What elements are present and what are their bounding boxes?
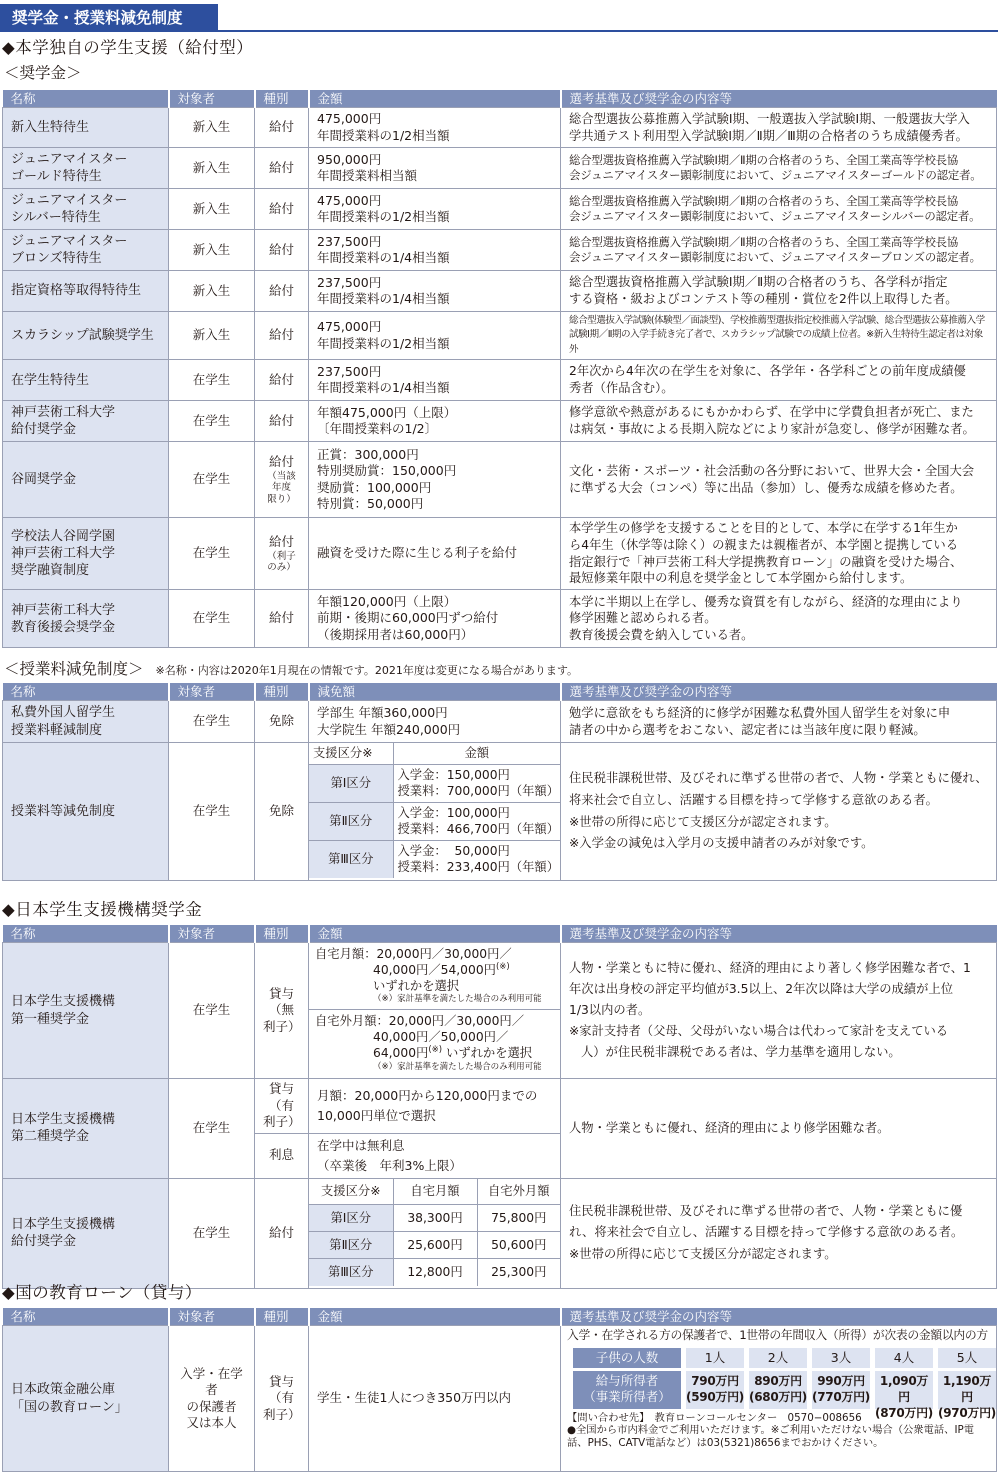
col-header-type: 種別 [255,1308,309,1326]
monthly-amount-table [309,943,560,1077]
benefit-tier-table [309,1179,560,1286]
tuition-reduction-table [2,683,997,881]
amount-cell: 237,500円 年間授業料の1/4相当額 [309,271,561,312]
scholarship-name: 日本政策金融公庫 「国の教育ローン」 [3,1326,169,1472]
target-cell: 在学生 [169,701,255,743]
banner-title: 奨学金・授業料減免制度 [0,4,218,32]
criteria-cell: 2年次から4年次の在学生を対象に、各学年・各学科ごとの前年度成績優 秀者（作品含む）。 [561,360,997,401]
type-cell: 貸与 （無利子） [255,943,309,1079]
amount-cell: 950,000円 年間授業料相当額 [309,148,561,189]
tier-label: 第Ⅱ区分 [309,1232,393,1259]
amount-cell: 学部生 年額360,000円 大学院生 年額240,000円 [309,701,561,743]
target-cell: 在学生 [169,442,255,518]
type-cell: 給付 [255,230,309,271]
table-header-row [3,1308,997,1326]
col-header-amount: 減免額 [309,683,561,701]
amount-cell: 年額120,000円（上限） 前期・後期に60,000円ずつ給付 （後期採用者は60,000円） [309,590,561,648]
income-limit: 990万円 (770万円) [812,1371,870,1409]
col-header-name: 名称 [3,925,169,943]
away-amount: 50,600円 [477,1232,560,1259]
criteria-cell: 住民税非課税世帯、及びそれに準ずる世帯の者で、人物・学業ともに優れ、 将来社会で自立し、活躍する目標を持って学修する意欲のある者。 ※世帯の所得に応じて支援区分が認定されます。 ※入学金の減免は入学月の支援申請者のみが対象です。 [561,743,997,881]
tier-label: 第Ⅱ区分 [309,802,393,840]
target-cell: 在学生 [169,943,255,1079]
criteria-cell [561,1326,997,1472]
tuition-reduction-subheading: ＜授業料減免制度＞ ※名称・内容は2020年1月現在の情報です。2021年度は変更になる場合があります。 [4,660,578,678]
criteria-cell: 人物・学業ともに特に優れ、経済的理由により著しく修学困難な者で、1 年次は出身校の評定平均値が3.5以上、2年次以降は大学の成績が上位 1/3以内の者。 ※家計支持者（父母、父母がいない場合は代わって家計を支えている 人）が住民税非課税である者は、学力基準を適用しない。 [561,943,997,1079]
scholarship-name: 授業料等減免制度 [3,743,169,881]
target-cell: 在学生 [169,401,255,442]
table-row [3,189,997,230]
children-count: 1人 [686,1348,744,1368]
table-row [3,401,997,442]
amount-cell: 475,000円 年間授業料の1/2相当額 [309,108,561,148]
type-cell: 給付 [255,590,309,648]
type-cell: 給付 （当該年度 限り） [255,442,309,518]
type-cell: 給付 [255,401,309,442]
table-row [3,108,997,148]
income-limit-grid [573,1348,996,1420]
type-cell: 給付 [255,108,309,148]
loan-eligibility-intro: 入学・在学される方の保護者で、1世帯の年間収入（所得）が次表の金額以内の方 [567,1328,988,1342]
table-row [3,1079,997,1134]
amount-cell: 学生・生徒1人につき350万円以内 [309,1326,561,1472]
criteria-cell: 総合型選抜資格推薦入学試験Ⅰ期／Ⅱ期の合格者のうち、全国工業高等学校長協 会ジュニアマイスター顕彰制度において、ジュニアマイスターゴールドの認定者。 [561,148,997,189]
table-header-row [3,683,997,701]
criteria-cell: 修学意欲や熱意があるにもかかわらず、在学中に学費負担者が死亡、また は病気・事故による長期入院などにより家計が急変し、修学が困難な者。 [561,401,997,442]
tier-header: 支援区分※ [309,1179,393,1205]
scholarship-name: 谷岡奨学金 [3,442,169,518]
table-row [3,1326,997,1472]
table-row [3,312,997,360]
scholarship-name: 私費外国人留学生 授業料軽減制度 [3,701,169,743]
table-row [3,230,997,271]
info-note: ※名称・内容は2020年1月現在の情報です。2021年度は変更になる場合があります。 [155,664,578,677]
type-cell: 給付 [255,1178,309,1288]
scholarship-name: ジュニアマイスター ブロンズ特待生 [3,230,169,271]
income-limit: 1,190万円 (970万円) [938,1371,996,1409]
amount-subtable-cell [309,943,561,1079]
away-amount: 75,800円 [477,1205,560,1232]
col-header-name: 名称 [3,90,169,108]
scholarship-name: 指定資格等取得特待生 [3,271,169,312]
type-cell: 免除 [255,743,309,881]
income-limit: 890万円 (680万円) [749,1371,807,1409]
criteria-cell: 人物・学業ともに優れ、経済的理由により修学困難な者。 [561,1079,997,1179]
home-header: 自宅月額 [393,1179,477,1205]
amount-subtable-cell [309,743,561,881]
amount-cell: 237,500円 年間授業料の1/4相当額 [309,230,561,271]
children-count: 3人 [812,1348,870,1368]
col-header-type: 種別 [255,925,309,943]
criteria-cell: 住民税非課税世帯、及びそれに準ずる世帯の者で、人物・学業ともに優 れ、将来社会で自立し、活躍する目標を持って学修する意欲のある者。 ※世帯の所得に応じて支援区分が認定されます。 [561,1178,997,1288]
section4-heading: ◆国の教育ローン（貸与） [2,1283,202,1302]
type-cell: 貸与 （有利子） [255,1326,309,1472]
amount-cell: 正賞：300,000円 特別奨励賞：150,000円 奨励賞：100,000円 特別賞：50,000円 [309,442,561,518]
scholarship-table [2,90,997,648]
table-row [3,943,997,1079]
home-amount: 25,600円 [393,1232,477,1259]
target-cell: 在学生 [169,360,255,401]
criteria-cell: 総合型選抜入学試験(体験型／面談型)、学校推薦型選抜指定校推薦入学試験、総合型選抜公募推薦入学 試験Ⅰ期／Ⅱ期の入学手続き完了者で、スカラシップ試験での成績上位者。※新入生特待生認定者は対象外 [561,312,997,360]
amount-header: 金額 [393,743,560,764]
scholarship-name: 新入生特待生 [3,108,169,148]
target-cell: 新入生 [169,230,255,271]
col-header-target: 対象者 [169,1308,255,1326]
criteria-cell: 総合型選抜資格推薦入学試験Ⅰ期／Ⅱ期の合格者のうち、各学科が指定 する資格・級およびコンテスト等の種別・賞位を2件以上取得した者。 [561,271,997,312]
table-row [3,442,997,518]
away-header: 自宅外月額 [477,1179,560,1205]
type-cell: 給付 [255,312,309,360]
scholarship-name: 在学生特待生 [3,360,169,401]
table-row [3,518,997,590]
type-cell: 免除 [255,701,309,743]
scholarship-name: スカラシップ試験奨学生 [3,312,169,360]
children-count: 5人 [938,1348,996,1368]
income-limit: 790万円 (590万円) [686,1371,744,1409]
tier-label: 第Ⅰ区分 [309,1205,393,1232]
target-cell: 新入生 [169,189,255,230]
criteria-cell: 勉学に意欲をもち経済的に修学が困難な私費外国人留学生を対象に申 請者の中から選考をおこない、認定者には当該年度に限り軽減。 [561,701,997,743]
support-tier-table [309,743,560,878]
tier-amount: 入学金：100,000円 授業料：466,700円（年額） [393,802,560,840]
home-amount: 38,300円 [393,1205,477,1232]
home-monthly-amount: 自宅月額：20,000円／30,000円／ 40,000円／54,000円(※) いずれかを選択 （※）家計基準を満たした場合のみ利用可能 [309,943,560,1009]
col-header-name: 名称 [3,1308,169,1326]
table-row [3,701,997,743]
scholarship-name: 神戸芸術工科大学 教育後援会奨学金 [3,590,169,648]
table-row [3,360,997,401]
type-cell: 給付 [255,148,309,189]
type-cell: 給付 [255,271,309,312]
amount-cell: 237,500円 年間授業料の1/4相当額 [309,360,561,401]
target-cell: 新入生 [169,108,255,148]
type-cell: 給付 （利子のみ） [255,518,309,590]
target-cell: 新入生 [169,312,255,360]
tier-label: 第Ⅲ区分 [309,840,393,878]
target-cell: 入学・在学者 の保護者 又は本人 [169,1326,255,1472]
col-header-criteria: 選考基準及び奨学金の内容等 [561,925,997,943]
col-header-name: 名称 [3,683,169,701]
col-header-target: 対象者 [169,925,255,943]
section1-heading: ◆本学独自の学生支援（給付型） [2,38,254,57]
interest-amount-cell: 在学中は無利息 （卒業後 年利3%上限） [309,1133,561,1178]
tier-header: 支援区分※ [309,743,393,764]
amount-subtable-cell [309,1178,561,1288]
scholarship-name: 日本学生支援機構 第一種奨学金 [3,943,169,1079]
income-type-header: 給与所得者 （事業所得者） [573,1371,681,1409]
type-cell: 給付 [255,360,309,401]
criteria-cell: 本学に半期以上在学し、優秀な資質を有しながら、経済的な理由により 修学困難と認められる者。 教育後援会費を納入している者。 [561,590,997,648]
col-header-amount: 金額 [309,1308,561,1326]
scholarship-name: ジュニアマイスター ゴールド特待生 [3,148,169,189]
table-row [3,148,997,189]
income-limit: 1,090万円 (870万円) [875,1371,933,1409]
target-cell: 在学生 [169,1178,255,1288]
scholarship-name: 日本学生支援機構 給付奨学金 [3,1178,169,1288]
tier-label: 第Ⅰ区分 [309,764,393,802]
target-cell: 在学生 [169,590,255,648]
type-cell: 給付 [255,189,309,230]
target-cell: 新入生 [169,271,255,312]
jasso-table [2,925,997,1289]
table-header-row [3,925,997,943]
col-header-target: 対象者 [169,90,255,108]
criteria-cell: 総合型選抜公募推薦入学試験Ⅰ期、一般選抜入学試験Ⅰ期、一般選抜大学入 学共通テスト利用型入学試験Ⅰ期／Ⅱ期／Ⅲ期の合格者のうち成績優秀者。 [561,108,997,148]
tier-label: 第Ⅲ区分 [309,1259,393,1286]
education-loan-table [2,1308,997,1472]
col-header-type: 種別 [255,683,309,701]
amount-cell: 年額475,000円（上限） 〔年間授業料の1/2〕 [309,401,561,442]
col-header-amount: 金額 [309,90,561,108]
amount-cell: 475,000円 年間授業料の1/2相当額 [309,189,561,230]
criteria-cell: 総合型選抜資格推薦入学試験Ⅰ期／Ⅱ期の合格者のうち、全国工業高等学校長協 会ジュニアマイスター顕彰制度において、ジュニアマイスターシルバーの認定者。 [561,189,997,230]
section3-heading: ◆日本学生支援機構奨学金 [2,900,203,919]
section-banner [0,4,998,32]
scholarship-name: ジュニアマイスター シルバー特待生 [3,189,169,230]
children-count-header: 子供の人数 [573,1348,681,1368]
target-cell: 在学生 [169,743,255,881]
criteria-cell: 総合型選抜資格推薦入学試験Ⅰ期／Ⅱ期の合格者のうち、全国工業高等学校長協 会ジュニアマイスター顕彰制度において、ジュニアマイスターブロンズの認定者。 [561,230,997,271]
table-row [3,1178,997,1288]
scholarship-name: 神戸芸術工科大学 給付奨学金 [3,401,169,442]
target-cell: 新入生 [169,148,255,189]
scholarship-name: 日本学生支援機構 第二種奨学金 [3,1079,169,1179]
table-row [3,590,997,648]
col-header-type: 種別 [255,90,309,108]
away-monthly-amount: 自宅外月額：20,000円／30,000円／ 40,000円／50,000円／ 64,000円(※) いずれかを選択 （※）家計基準を満たした場合のみ利用可能 [315,1014,542,1072]
col-header-criteria: 選考基準及び奨学金の内容等 [561,90,997,108]
table-row [3,271,997,312]
tier-amount: 入学金： 50,000円 授業料：233,400円（年額） [397,844,560,875]
home-amount: 12,800円 [393,1259,477,1286]
scholarship-name: 学校法人谷岡学園 神戸芸術工科大学 奨学融資制度 [3,518,169,590]
col-header-criteria: 選考基準及び奨学金の内容等 [561,683,997,701]
criteria-cell: 文化・芸術・スポーツ・社会活動の各分野において、世界大会・全国大会 に準ずる大会（コンペ）等に出品（参加）し、優秀な成績を修めた者。 [561,442,997,518]
table-header-row [3,90,997,108]
amount-cell: 月額：20,000円から120,000円までの 10,000円単位で選択 [309,1079,561,1134]
type-cell: 貸与 （有利子） [255,1079,309,1134]
col-header-amount: 金額 [309,925,561,943]
tier-amount: 入学金：150,000円 授業料：700,000円（年額） [393,764,560,802]
col-header-criteria: 選考基準及び奨学金の内容等 [561,1308,997,1326]
amount-cell: 融資を受けた際に生じる利子を給付 [309,518,561,590]
away-amount: 25,300円 [491,1265,547,1280]
interest-cell: 利息 [255,1133,309,1178]
scholarship-subheading: ＜奨学金＞ [4,64,82,82]
criteria-cell: 本学学生の修学を支援することを目的として、本学に在学する1年生か ら4年生（休学等は除く）の親または親権者が、本学園と提携している 指定銀行で「神戸芸術工科大学提携教育ローン」の融資を受けた場合、 最短修業年限中の利息を奨学金として本学園から給付します。 [561,518,997,590]
col-header-target: 対象者 [169,683,255,701]
target-cell: 在学生 [169,518,255,590]
target-cell: 在学生 [169,1079,255,1179]
contact-info: 【問い合わせ先】 教育ローンコールセンター 0570−008656 ●全国から市内料金でご利用いただけます。※ご利用いただけない場合（公衆電話、IP電 話、PHS、CATV電話など）は03(5321)8656までおかけください。 [567,1411,975,1450]
table-row [3,743,997,881]
children-count: 2人 [749,1348,807,1368]
amount-cell: 475,000円 年間授業料の1/2相当額 [309,312,561,360]
children-count: 4人 [875,1348,933,1368]
